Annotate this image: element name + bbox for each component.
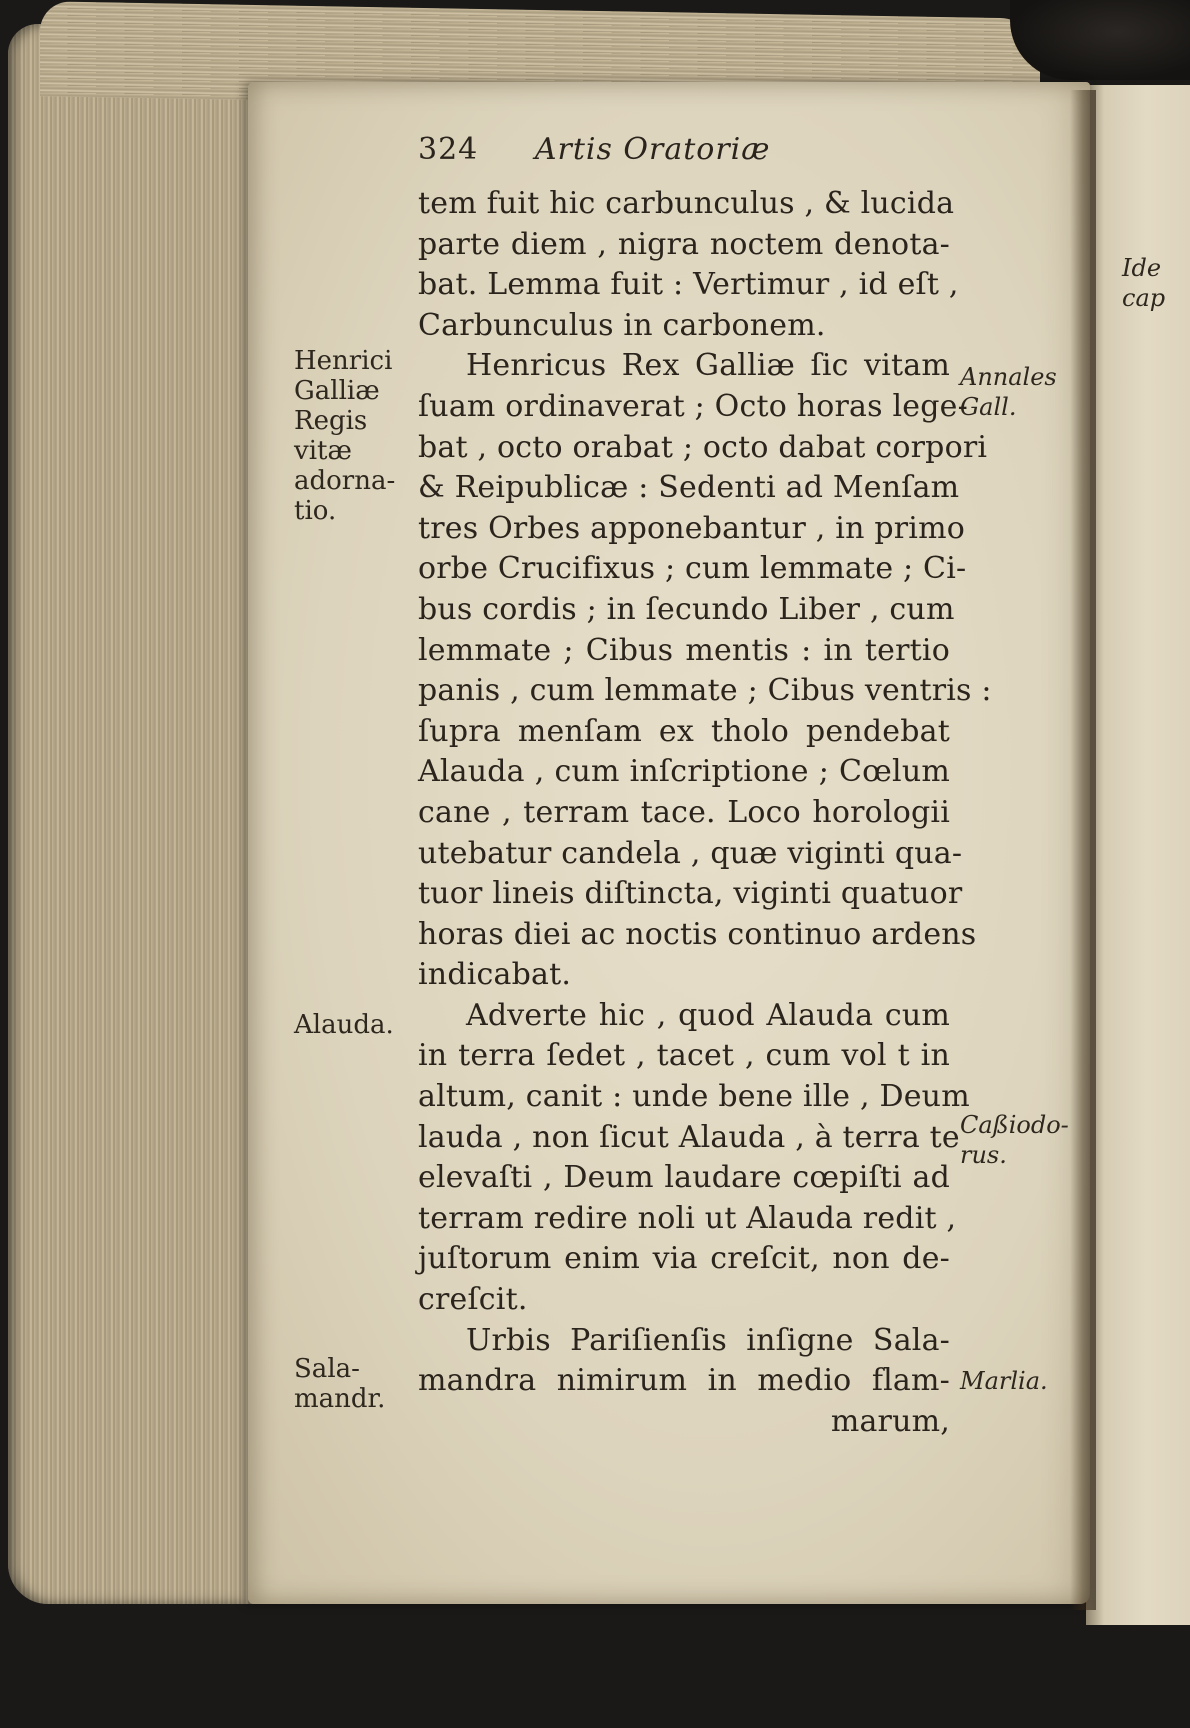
dark-object-top-right	[1010, 0, 1190, 80]
margin-note-annales	[960, 362, 1057, 422]
text-line: bus cordis ; in ſecundo Liber , cum	[418, 591, 955, 627]
margin-note-line: Caßiodo-	[960, 1111, 1069, 1139]
text-line: tres Orbes apponebantur , in primo	[418, 510, 965, 546]
text-line: juſtorum enim via creſcit, non de-	[418, 1241, 950, 1277]
margin-note-line: Regis	[294, 406, 368, 436]
text-line: tuor lineis diſtincta, viginti quatuor	[418, 876, 963, 912]
text-line: horas diei ac noctis continuo ardens	[418, 916, 977, 952]
text-line: bat. Lemma fuit : Vertimur , id eſt ,	[418, 267, 959, 303]
text-line: mandra nimirum in medio flam-	[418, 1363, 950, 1399]
text-line: altum, canit : unde bene ille , Deum	[418, 1079, 970, 1115]
text-line: terram redire noli ut Alauda redit ,	[418, 1200, 957, 1236]
margin-note-marlia: Marlia.	[960, 1367, 1048, 1395]
text-line: ſupra menſam ex tholo pendebat	[418, 713, 950, 749]
text-line: parte diem , nigra noctem denota-	[418, 226, 950, 262]
page-edges-left	[8, 24, 258, 1604]
margin-note-alauda: Alauda.	[294, 1010, 394, 1040]
margin-note-line: Annales	[960, 363, 1057, 391]
next-page-fragment-2: cap	[1122, 284, 1166, 312]
margin-note-line: vitæ	[294, 436, 352, 466]
text-line: tem fuit hic carbunculus , & lucida	[418, 186, 955, 221]
text-line: Urbis Pariſienſis inſigne Sala-	[466, 1322, 950, 1358]
text-line: elevaſti , Deum laudare cœpiſti ad	[418, 1160, 950, 1196]
running-header	[418, 132, 770, 167]
margin-note-line: Galliæ	[294, 376, 380, 406]
margin-note-line: Gall.	[960, 393, 1017, 421]
text-line: indicabat.	[418, 957, 572, 993]
text-line: bat , octo orabat ; octo dabat corpori	[418, 429, 988, 465]
text-line: orbe Crucifixus ; cum lemmate ; Ci-	[418, 551, 967, 587]
margin-note-line: Henrici	[294, 346, 393, 376]
margin-note-cassiodorus	[960, 1110, 1069, 1170]
text-line: Carbunculus in carbonem.	[418, 307, 826, 343]
text-line: lauda , non ſicut Alauda , à terra te	[418, 1119, 960, 1155]
text-line: Alauda , cum inſcriptione ; Cœlum	[418, 754, 950, 790]
text-line: ſuam ordinaverat ; Octo horas lege-	[418, 388, 968, 424]
page-number: 324	[418, 132, 479, 167]
text-line: Adverte hic , quod Alauda cum	[466, 997, 950, 1033]
text-line: cane , terram tace. Loco horologii	[418, 794, 950, 830]
text-line: Henricus Rex Galliæ ſic vitam	[466, 348, 950, 384]
margin-note-henrici	[294, 346, 395, 526]
text-line: utebatur candela , quæ viginti qua-	[418, 835, 963, 871]
margin-note-line: Sala-	[294, 1354, 360, 1384]
text-line: lemmate ; Cibus mentis : in tertio	[418, 632, 950, 668]
gutter-shadow	[1070, 90, 1096, 1610]
text-line: & Reipublicæ : Sedenti ad Menſam	[418, 470, 960, 506]
text-line: creſcit.	[418, 1282, 528, 1318]
next-page-fragment-1: Ide	[1122, 254, 1162, 282]
text-line: in terra ſedet , tacet , cum vol t in	[418, 1038, 950, 1074]
running-title: Artis Oratoriæ	[534, 132, 771, 167]
margin-note-line: rus.	[960, 1141, 1007, 1169]
text-line: panis , cum lemmate ; Cibus ventris :	[418, 673, 992, 709]
margin-note-salamandr	[294, 1354, 385, 1414]
catchword: marum,	[830, 1403, 950, 1439]
margin-note-line: tio.	[294, 496, 337, 526]
margin-note-line: mandr.	[294, 1384, 386, 1414]
next-page-sliver	[1086, 85, 1190, 1625]
margin-note-line: adorna-	[294, 466, 396, 496]
